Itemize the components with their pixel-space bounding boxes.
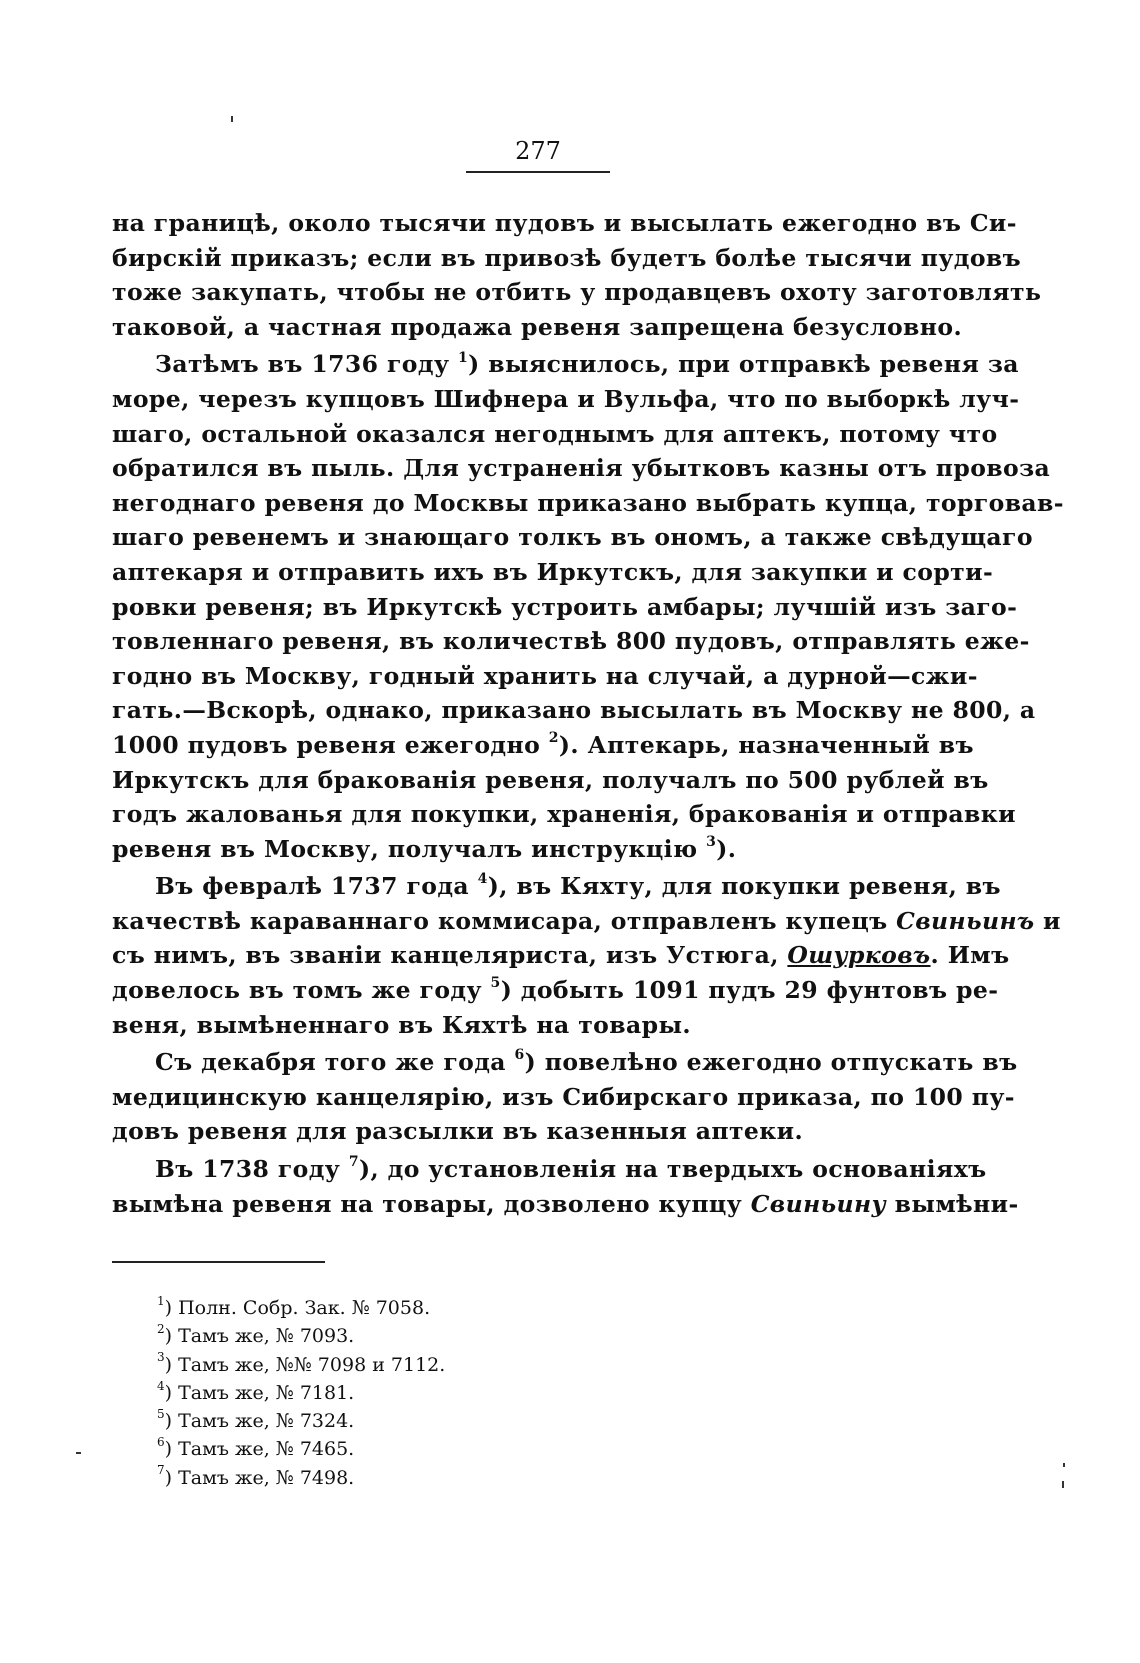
text-line	[112, 486, 1064, 521]
text-line	[112, 275, 1042, 310]
text-line	[112, 310, 965, 345]
text-segment: и	[1034, 906, 1061, 935]
footnote-ref: 3	[706, 833, 717, 850]
text-line	[112, 451, 1051, 486]
text-segment: вымѣна ревеня на товары, дозволено купцу	[112, 1189, 751, 1218]
text-segment: Иркутскъ для бракованія ревеня, получалъ по 500 рублей въ	[112, 765, 989, 794]
text-segment: 1000 пудовъ ревеня ежегодно	[112, 730, 549, 759]
text-segment: ).	[716, 834, 737, 863]
text-segment: шаго, остальной оказался негоднымъ для аптекъ, потому что	[112, 419, 998, 448]
text-segment: тоже закупать, чтобы не отбить у продавцевъ охоту заготовлять	[112, 278, 1042, 307]
text-line	[112, 1114, 965, 1149]
text-segment: ровки ревеня; въ Иркутскѣ устроить амбары; лучшій изъ заго-	[112, 592, 1018, 621]
text-segment: ), въ Кяхту, для покупки ревеня, въ	[487, 872, 1001, 901]
text-segment: довъ ревеня для разсылки въ казенныя аптеки.	[112, 1117, 804, 1146]
footnote-text: ) Тамъ же, № 7498.	[164, 1466, 355, 1489]
footnote-text: ) Полн. Собр. Зак. № 7058.	[164, 1297, 431, 1319]
text-segment: гать.—Вскорѣ, однако, приказано высылать въ Москву не 800, а	[112, 696, 1036, 725]
text-line	[112, 1187, 1019, 1222]
footnote-item	[157, 1407, 657, 1435]
italic-name: Свиньинъ	[896, 906, 1035, 935]
text-segment: ), до установленія на твердыхъ основаніяхъ	[358, 1155, 987, 1184]
text-line	[112, 1152, 987, 1187]
footnote-mark: 4	[157, 1378, 165, 1393]
text-line	[112, 417, 998, 452]
footnote-mark: 7	[157, 1463, 165, 1478]
footnote-ref: 7	[348, 1154, 359, 1171]
footnote-ref: 6	[514, 1047, 525, 1064]
text-line	[112, 347, 1019, 382]
text-line	[112, 241, 1022, 276]
italic-name: Свиньину	[750, 1189, 887, 1218]
scan-speck	[231, 116, 233, 122]
text-line	[112, 590, 1018, 625]
footnote-mark: 1	[157, 1293, 165, 1308]
text-line	[112, 624, 1030, 659]
text-line	[112, 797, 1016, 832]
text-segment: ) выяснилось, при отправкѣ ревеня за	[468, 350, 1019, 379]
footnote-item	[157, 1322, 657, 1350]
footnote-ref: 5	[490, 975, 501, 992]
text-segment: аптекаря и отправить ихъ въ Иркутскъ, для закупки и сорти-	[112, 557, 994, 586]
text-segment: веня, вымѣненнаго въ Кяхтѣ на товары.	[112, 1010, 691, 1039]
footnote-text: ) Тамъ же, № 7465.	[164, 1438, 355, 1461]
text-line	[112, 832, 965, 867]
text-segment: годно въ Москву, годный хранить на случай, а дурной—сжи-	[112, 661, 978, 690]
text-line	[112, 382, 1020, 417]
text-line	[112, 693, 1036, 728]
text-line	[112, 938, 1010, 973]
text-segment: качествѣ караваннаго коммисара, отправленъ купецъ	[112, 906, 897, 935]
footnote-item	[157, 1351, 657, 1379]
footnote-ref: 1	[457, 349, 469, 366]
text-segment: ) повелѣно ежегодно отпускать въ	[524, 1048, 1018, 1077]
footnote-item	[157, 1435, 657, 1463]
footnote-item	[157, 1379, 657, 1407]
text-line	[112, 904, 1061, 939]
text-segment: довелось въ томъ же году	[112, 976, 491, 1005]
text-segment: на границѣ, около тысячи пудовъ и высылать ежегодно въ Си-	[112, 209, 1017, 237]
main-text	[112, 206, 1064, 1221]
footnote-text: ) Тамъ же, № 7093.	[164, 1325, 355, 1348]
text-line	[112, 973, 999, 1008]
footnote-mark: 2	[157, 1321, 165, 1336]
text-segment: товленнаго ревеня, въ количествѣ 800 пудовъ, отправлять еже-	[112, 627, 1030, 656]
footnote-ref: 4	[477, 871, 488, 888]
text-line	[112, 1008, 965, 1043]
footnote-mark: 3	[157, 1350, 165, 1365]
text-segment: вымѣни-	[886, 1189, 1019, 1218]
scan-speck	[1062, 1481, 1064, 1488]
text-segment: Въ 1738 году	[155, 1155, 349, 1184]
text-line	[112, 555, 994, 590]
text-line	[112, 1080, 1015, 1115]
scan-speck	[1063, 1463, 1065, 1467]
text-segment: ). Аптекарь, назначенный въ	[558, 730, 974, 759]
text-line	[112, 869, 1001, 904]
text-line	[112, 206, 1017, 241]
text-segment: годъ жалованья для покупки, храненія, бракованія и отправки	[112, 800, 1016, 829]
footnote-item	[157, 1464, 657, 1492]
page-number: 277	[515, 137, 561, 165]
footnote-ref: 2	[548, 730, 559, 747]
footnote-separator	[112, 1261, 325, 1263]
footnote-mark: 6	[157, 1435, 165, 1450]
text-segment: негоднаго ревеня до Москвы приказано выбрать купца, торговав-	[112, 488, 1064, 517]
scan-speck	[76, 1452, 81, 1454]
text-segment: ) добыть 1091 пудъ 29 фунтовъ ре-	[500, 976, 999, 1005]
text-segment: съ нимъ, въ званіи канцеляриста, изъ Устюга,	[112, 941, 788, 970]
page-number-rule	[466, 171, 610, 173]
text-line	[112, 659, 978, 694]
text-segment: Затѣмъ въ 1736 году	[155, 350, 458, 379]
text-segment: ревеня въ Москву, получалъ инструкцію	[112, 834, 707, 863]
text-line	[112, 728, 974, 763]
text-segment: . Имъ	[930, 941, 1010, 970]
text-segment: море, черезъ купцовъ Шифнера и Вульфа, что по выборкѣ луч-	[112, 384, 1020, 413]
footnote-text: ) Тамъ же, № 7324.	[164, 1410, 355, 1433]
text-line	[112, 763, 989, 798]
text-line	[112, 520, 1033, 555]
italic-underlined-name: Ошурковъ	[787, 941, 931, 970]
text-segment: Въ февралѣ 1737 года	[155, 872, 478, 901]
text-segment: таковой, а частная продажа ревеня запрещена безусловно.	[112, 312, 963, 341]
text-segment: Съ декабря того же года	[155, 1048, 515, 1077]
text-segment: медицинскую канцелярію, изъ Сибирскаго приказа, по 100 пу-	[112, 1082, 1015, 1111]
footnote-mark: 5	[157, 1406, 165, 1421]
footnotes	[157, 1294, 657, 1492]
text-line	[112, 1045, 1018, 1080]
footnote-text: ) Тамъ же, №№ 7098 и 7112.	[164, 1353, 446, 1376]
text-segment: обратился въ пыль. Для устраненія убытковъ казны отъ провоза	[112, 454, 1051, 483]
text-segment: бирскій приказъ; если въ привозѣ будетъ болѣе тысячи пудовъ	[112, 243, 1022, 272]
footnote-item	[157, 1294, 657, 1322]
text-segment: шаго ревенемъ и знающаго толкъ въ ономъ, а также свѣдущаго	[112, 523, 1033, 552]
footnote-text: ) Тамъ же, № 7181.	[164, 1381, 355, 1404]
